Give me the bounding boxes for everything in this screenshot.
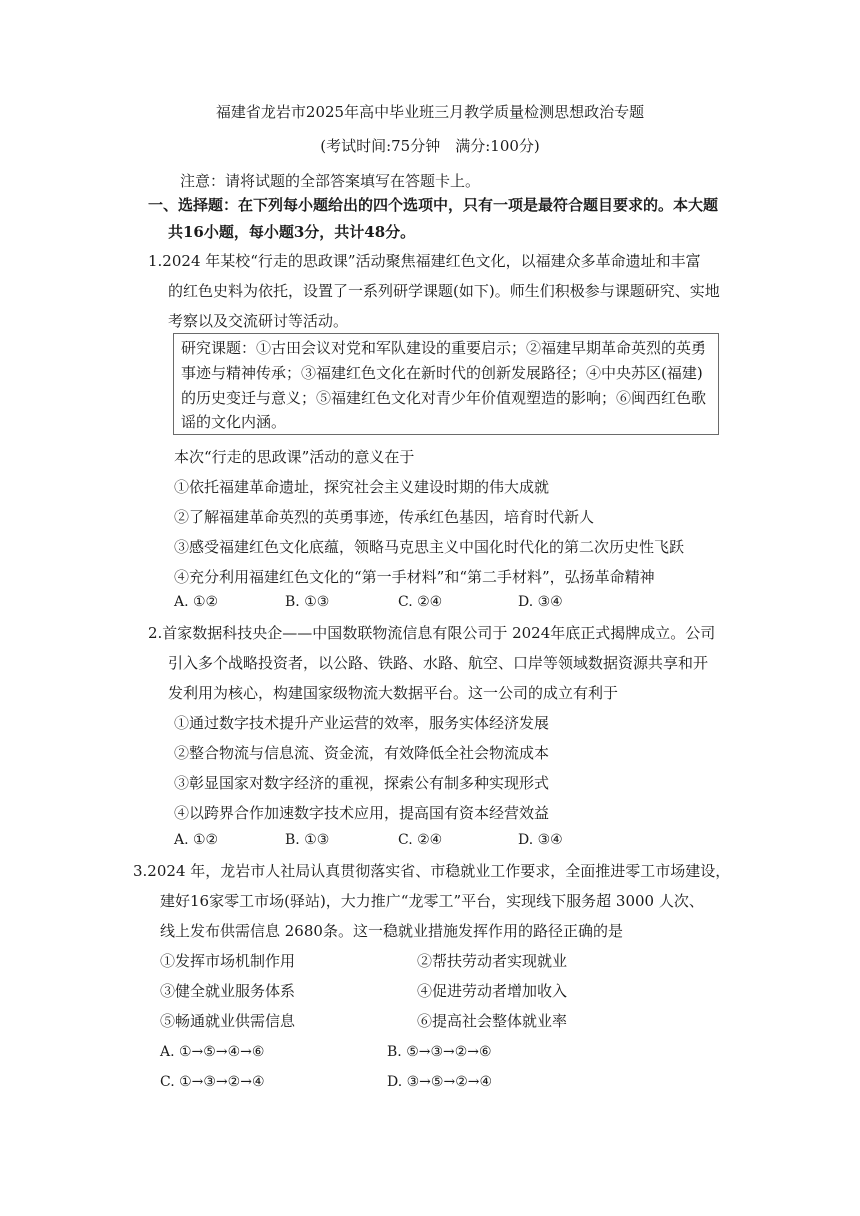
q1-stem-line1: 1.2024 年某校“行走的思政课”活动聚焦福建红色文化，以福建众多革命遗址和丰富 (148, 252, 701, 270)
q3-option-a: A. ①→⑤→④→⑥ (160, 1044, 265, 1060)
q1-option-b: B. ①③ (285, 594, 330, 610)
q3-option-c: C. ①→③→②→④ (160, 1074, 265, 1090)
q3-stem-line3: 线上发布供需信息 2680条。这一稳就业措施发挥作用的路径正确的是 (160, 922, 623, 940)
q3-item-4: ④促进劳动者增加收入 (417, 982, 568, 1000)
q2-option-b: B. ①③ (285, 832, 330, 848)
q3-item-1: ①发挥市场机制作用 (160, 952, 296, 970)
q2-item-1: ①通过数字技术提升产业运营的效率，服务实体经济发展 (174, 714, 550, 732)
q1-item-3: ③感受福建红色文化底蕴，领略马克思主义中国化时代化的第二次历史性飞跃 (174, 538, 685, 556)
q3-stem-line2: 建好16家零工市场(驿站)，大力推广“龙零工”平台，实现线下服务超 3000 人次、 (160, 892, 704, 910)
q1-option-c: C. ②④ (398, 594, 443, 610)
q3-option-d: D. ③→⑤→②→④ (387, 1074, 493, 1090)
section-heading-line2: 共16小题，每小题3分，共计48分。 (168, 223, 416, 241)
exam-meta: (考试时间:75分钟 满分:100分) (320, 137, 540, 155)
q1-stem-line3: 考察以及交流研讨等活动。 (168, 312, 349, 330)
q3-item-5: ⑤畅通就业供需信息 (160, 1012, 296, 1030)
q2-option-d: D. ③④ (518, 832, 563, 848)
q3-item-2: ②帮扶劳动者实现就业 (417, 952, 568, 970)
q3-option-b: B. ⑤→③→②→⑥ (387, 1044, 492, 1060)
q2-item-3: ③彰显国家对数字经济的重视，探索公有制多种实现形式 (174, 774, 550, 792)
q1-item-1: ①依托福建革命遗址，探究社会主义建设时期的伟大成就 (174, 478, 550, 496)
q2-stem-line1: 2.首家数据科技央企——中国数联物流信息有限公司于 2024年底正式揭牌成立。公司 (148, 624, 716, 642)
q3-stem-line1: 3.2024 年，龙岩市人社局认真贯彻落实省、市稳就业工作要求，全面推进零工市场建设， (133, 862, 731, 880)
q1-box-line1: 研究课题：①古田会议对党和军队建设的重要启示；②福建早期革命英烈的英勇 (181, 339, 707, 357)
q1-option-a: A. ①② (174, 594, 219, 610)
q2-option-a: A. ①② (174, 832, 219, 848)
q1-box-line2: 事迹与精神传承；③福建红色文化在新时代的创新发展路径；④中央苏区(福建) (181, 364, 703, 382)
q1-item-4: ④充分利用福建红色文化的“第一手材料”和“第二手材料”，弘扬革命精神 (174, 568, 655, 586)
q1-item-2: ②了解福建革命英烈的英勇事迹，传承红色基因，培育时代新人 (174, 508, 595, 526)
section-heading-line1: 一、选择题：在下列每小题给出的四个选项中，只有一项是最符合题目要求的。本大题 (148, 196, 719, 214)
q2-stem-line3: 发利用为核心，构建国家级物流大数据平台。这一公司的成立有利于 (168, 684, 619, 702)
q1-question: 本次“行走的思政课”活动的意义在于 (174, 448, 415, 466)
q1-research-topics-box (173, 333, 719, 435)
q3-item-3: ③健全就业服务体系 (160, 982, 296, 1000)
q2-item-4: ④以跨界合作加速数字技术应用，提高国有资本经营效益 (174, 804, 550, 822)
q1-option-d: D. ③④ (518, 594, 563, 610)
q1-box-line4: 谣的文化内涵。 (181, 413, 287, 431)
q2-item-2: ②整合物流与信息流、资金流，有效降低全社会物流成本 (174, 744, 550, 762)
q3-item-6: ⑥提高社会整体就业率 (417, 1012, 568, 1030)
q1-stem-line2: 的红色史料为依托，设置了一系列研学课题(如下)。师生们积极参与课题研究、实地 (168, 282, 720, 300)
q2-option-c: C. ②④ (398, 832, 443, 848)
q1-box-line3: 的历史变迁与意义；⑤福建红色文化对青少年价值观塑造的影响；⑥闽西红色歌 (181, 389, 707, 407)
exam-title: 福建省龙岩市2025年高中毕业班三月教学质量检测思想政治专题 (215, 103, 645, 121)
q2-stem-line2: 引入多个战略投资者，以公路、铁路、水路、航空、口岸等领域数据资源共享和开 (168, 654, 709, 672)
exam-notice: 注意：请将试题的全部答案填写在答题卡上。 (180, 172, 481, 190)
